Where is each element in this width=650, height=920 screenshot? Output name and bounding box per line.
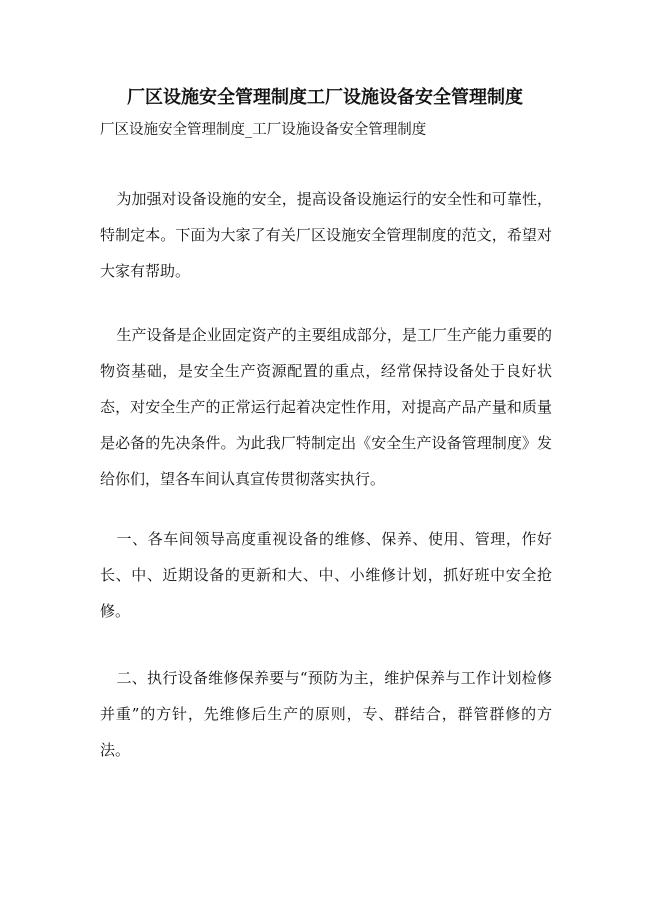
document-subtitle: 厂区设施安全管理制度_工厂设施设备安全管理制度 (100, 122, 427, 138)
paragraph-equipment-overview: 生产设备是企业固定资产的主要组成部分，是工厂生产能力重要的物资基础，是安全生产资源配置的重点，经常保持设备处于良好状态，对安全生产的正常运行起着决定性作用，对提高产品产量和质量是必备的先决条件。为此我厂特制定出《安全生产设备管理制度》发给你们，望各车间认真宣传贯彻落实执行。 (100, 326, 552, 488)
paragraph-rule-two: 二、执行设备维修保养要与“预防为主，维护保养与工作计划检修并重”的方针，先维修后生产的原则，专、群结合，群管群修的方法。 (100, 669, 552, 759)
document-title: 厂区设施安全管理制度工厂设施设备安全管理制度 (127, 87, 523, 108)
paragraph-intro: 为加强对设备设施的安全，提高设备设施运行的安全性和可靠性，特制定本。下面为大家了有关厂区设施安全管理制度的范文，希望对大家有帮助。 (100, 190, 552, 280)
paragraph-rule-one: 一、各车间领导高度重视设备的维修、保养、使用、管理，作好长、中、近期设备的更新和大、中、小维修计划，抓好班中安全抢修。 (100, 530, 552, 620)
